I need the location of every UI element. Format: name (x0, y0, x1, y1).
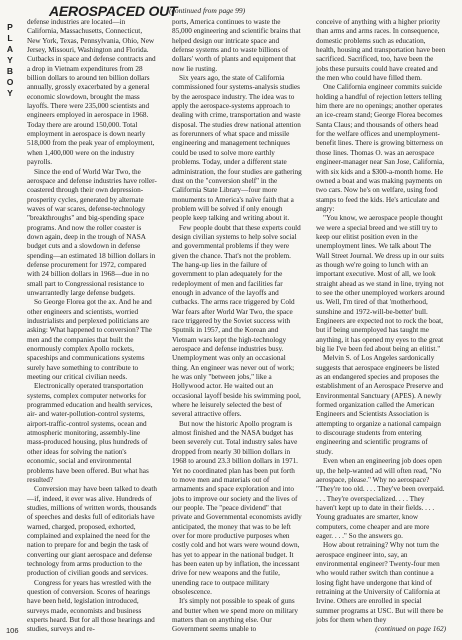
paragraph: How about retraining? Why not turn the aerospace engineer into, say, an environmental engineer? Twenty-four men who would rather switch than continue a losing fight have undergone that kind of retraining at the University of California at Irvine. Others are enrolled in special summer programs at USC. But will there be jobs for them when they (316, 541, 444, 624)
paragraph: conceive of anything with a higher priority than arms and arms races. In consequence, domestic problems such as education, health, housing and transportation have been sacrificed. Sacrificed, too, have been the jobs these pursuits could have created and the men who could have filled them. (316, 18, 446, 83)
paragraph: Even when an engineering job does open up, the help-wanted ad will often read, "No aerospace, please." Why no aerospace? "They're too old. . . . They've been overpaid. . . . They're overspecialized. . . . They haven't kept up to date in their fields. . . . Young graduates are smarter, know computers, come cheaper and are more eager. . . ." So the answers go. (316, 457, 445, 540)
continued-from-note: (continued from page 99) (169, 6, 246, 15)
paragraph: Melvin S. of Los Angeles sardonically suggests that aerospace engineers be listed as an endangered species and proposes the establishment of an Aerospace Preserve and Environmental Sanctuary (APES). A newly formed organization called the American Engineers and Scientists Association is attempting to organize a national campaign to discourage students from entering engineering and scientific programs of study. (316, 354, 444, 456)
paragraph: But now the historic Apollo program is almost finished and the NASA budget has been severely cut. Total industry sales have dropped from nearly 30 billion dollars in 1968 to around 23.3 billion dollars in 1971. Yet no coordinated plan has been put forth to move men and materials out of armaments and space exploration and into jobs to improve our society and the lives of our people. The "peace dividend" that private and Governmental economists avidly anticipated, the money that was to be left over for more productive purposes when costly cold and hot wars were wound down, has yet to appear in the national budget. It has been eaten up by inflation, the incessant drive for new weapons and the futile, unending race to outpace military obsolescence. (172, 419, 302, 596)
text-column-1 (27, 18, 157, 635)
paragraph: "You know, we aerospace people thought we were a special breed and we still try to keep our elitist position even in the unemployment lines. We talk about The Wall Street Journal. We dress up in our suits as though we're going to lunch with an important executive. Most of all, we look straight ahead as we stand in line, trying not to see the other unemployed workers around us. Well, I'm tired of that 'motherhood, sunshine and 1972-will-be-better' bull. Engineers are expected not to rock the boat, but if being unemployed has taught me anything, it has opened my eyes to the great big lie I've been fed about being an elitist." (316, 214, 445, 354)
page-number: 106 (6, 626, 19, 635)
paragraph: Congress for years has wrestled with the question of conversion. Scores of hearings have been held, legislation introduced, surveys made, economists and business experts heard. But for all those hearings and studies, surveys and re- (27, 578, 155, 634)
paragraph: So George Florea got the ax. And he and other engineers and scientists, worried industrialists and perplexed politicians are asking: What happened to conversion? The men and the companies that built the enormously complex Apollo rockets, spaceships and communications systems surely have something to contribute to meeting our critical civilian needs. (27, 298, 152, 382)
text-column-3 (316, 18, 446, 635)
article-header (27, 3, 327, 18)
paragraph: Electronically operated transportation systems, complex computer networks for programmed education and health services, air- and water-pollution-control systems, airport-traffic-control systems, ocean and atmospheric monitoring, assembly-line mass-produced housing, plus hundreds of other ideas for solving the nation's economic, social and environmental problems have been offered. But what has resulted? (27, 382, 153, 484)
paragraph: Conversion may have been talked to death—if, indeed, it ever was alive. Hundreds of studies, millions of written words, thousands of speeches and desks full of editorials have warned, charged, proposed, exhorted, complained and explained the need for the nation to prepare for and begin the task of converting our giant aerospace and defense technology from arms production to the production of civilian goods and services. (27, 485, 157, 578)
paragraph: Since the end of World War Two, the aerospace and defense industries have roller-coastered through their own depression-prosperity cycles, generated by alternate waves of war scares, defense-technology "breakthroughs" and big-spending space programs. And now the roller coaster is down again, deep in the trough of NASA budget cuts and a slowdown in defense spending—an estimated 18 billion dollars in defense procurement for 1972, compared with 24 billion dollars in 1968—due in no small part to Congressional resistance to unwarrantedly large defense budgets. (27, 167, 157, 297)
paragraph: ports, America continues to waste the 85,000 engineering and scientific brains that helped design our intricate space and defense systems and to waste billions of dollars' worth of plants and equipment that now lie rusting. (172, 18, 301, 73)
article-headline: AEROSPACED OUT (49, 3, 178, 19)
text-column-2 (172, 18, 302, 635)
paragraph: Six years ago, the state of California commissioned four systems-analysis studies by the aerospace industry. The idea was to apply the aerospace-systems approach to dealing with crime, transportation and waste disposal. The studies drew national attention as forerunners of what space and missile engineering and management techniques could be used to solve more earthly problems. Today, under a different state administration, the four studies are gathering dust on the "conversion shelf" in the California State Library—four more monuments to America's naïve faith that a problem will be solved if only enough people keep talking and writing about it. (172, 74, 302, 223)
paragraph: Few people doubt that these experts could design civilian systems to help solve social and governmental problems if they were given the chance. That's not the problem. The hang-up lies in the failure of government to plan adequately for the redeployment of men and facilities far enough in advance of the layoffs and cutbacks. The arms race triggered by Cold War fears after World War Two, the space race triggered by the Soviet success with Sputnik in 1957, and the Korean and Vietnam wars kept the high-technology aerospace and defense industries busy. Unemployment was only an occasional thing. An engineer was never out of work; he was only "between jobs," like a Hollywood actor. He waited out an occasional layoff beside his swimming pool, where he leisurely selected the best of several attractive offers. (172, 223, 301, 419)
paragraph: It's simply not possible to speak of guns and butter when we spend more on military matters than on anything else. Our Government seems unable to (172, 597, 298, 634)
paragraph: defense industries are located—in California, Massachusetts, Connecticut, New York, Texas, Pennsylvania, Ohio, New Jersey, Missouri, Washington and Florida. Cutbacks in space and defense contracts and a drop in Vietnam expenditures from 28 billion dollars to around ten billion dollars annually, grossly exacerbated by a general economic slowdown, brought the mass layoffs. There were 235,000 scientists and engineers employed in aerospace in 1968. Today there are around 150,000. Total employment in aerospace is down nearly 518,000 from the peak year of employment, when 1,400,000 were on the industry payrolls. (27, 18, 156, 167)
paragraph: One California engineer commits suicide holding a handful of rejection letters telling him there are no openings; another operates an ice-cream stand; George Florea becomes Santa Claus; and thousands of others head for the welfare offices and unemployment-benefit lines. There is growing bitterness on those lines. Thomas O. was an aerospace engineer-manager near San Jose, California, with six kids and a $300-a-month home. He owned a boat and was making payments on two cars. Now he's on welfare, using food stamps to feed the kids. He's articulate and angry: (316, 83, 445, 213)
magazine-spine-label: P L A Y B O Y (6, 22, 14, 98)
continued-on-note: (continued on page 162) (375, 625, 446, 634)
